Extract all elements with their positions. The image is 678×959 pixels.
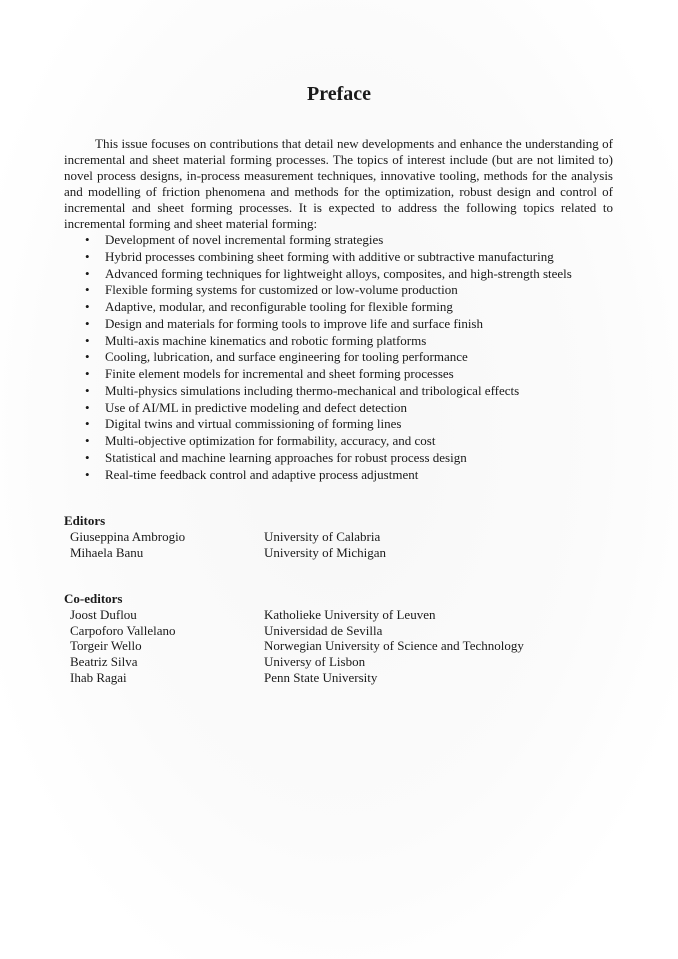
editor-affiliation: University of Calabria [264, 529, 381, 544]
topic-item: • Cooling, lubrication, and surface engineering for tooling performance [64, 349, 624, 366]
coeditor-affiliation: Penn State University [264, 669, 378, 685]
editor-affiliation: University of Michigan [264, 544, 387, 560]
editor-row [70, 529, 610, 545]
coeditor-name: Beatriz Silva [70, 654, 138, 670]
coeditor-row [70, 654, 610, 670]
topic-item: • Design and materials for forming tools to improve life and surface finish [64, 316, 624, 333]
topic-item: • Digital twins and virtual commissioning of forming lines [64, 416, 624, 433]
coeditor-name: Carpoforo Vallelano [70, 622, 176, 638]
topic-item: • Multi-axis machine kinematics and robotic forming platforms [64, 333, 624, 350]
coeditor-affiliation: Universidad de Sevilla [264, 622, 383, 638]
coeditor-affiliation: Norwegian University of Science and Technology [264, 638, 524, 654]
topic-item: • Hybrid processes combining sheet forming with additive or subtractive manufacturing [64, 249, 624, 266]
editor-name: Mihaela Banu [70, 544, 144, 560]
topics-list [64, 232, 624, 483]
topic-item: • Multi-physics simulations including thermo-mechanical and tribological effects [64, 383, 624, 400]
coeditor-name: Torgeir Wello [70, 638, 142, 654]
topic-item: • Advanced forming techniques for lightweight alloys, composites, and high-strength steels [64, 266, 624, 283]
coeditor-row [70, 607, 610, 623]
coeditors-heading: Co-editors [64, 591, 123, 606]
coeditor-name: Ihab Ragai [70, 669, 127, 685]
topic-item: • Finite element models for incremental and sheet forming processes [64, 366, 624, 383]
editors-list [70, 529, 610, 560]
page-title: Preface [306, 83, 372, 105]
intro-paragraph: This issue focuses on contributions that detail new developments and enhance the understanding of incremental and sheet material forming processes. The topics of interest include (but are not limited to) novel process designs, in-process measurement techniques, innovative tooling, methods for the analysis and modelling of friction phenomena and methods for the optimization, robust design and control of incremental and sheet forming processes. It is expected to address the following topics related to incremental forming and sheet material forming: [64, 136, 613, 231]
topic-item: • Flexible forming systems for customized or low-volume production [64, 282, 624, 299]
topic-item: • Real-time feedback control and adaptive process adjustment [64, 467, 624, 484]
coeditor-affiliation: Universy of Lisbon [264, 654, 366, 670]
coeditors-list [70, 607, 610, 686]
coeditor-affiliation: Katholieke University of Leuven [264, 607, 436, 622]
editor-name: Giuseppina Ambrogio [70, 529, 186, 544]
editors-heading: Editors [64, 513, 106, 528]
coeditor-row [70, 670, 610, 686]
coeditor-row [70, 638, 610, 654]
topic-item: • Statistical and machine learning approaches for robust process design [64, 450, 624, 467]
coeditor-name: Joost Duflou [70, 607, 137, 622]
topic-item: • Use of AI/ML in predictive modeling and defect detection [64, 400, 624, 417]
coeditor-row [70, 623, 610, 639]
editor-row [70, 545, 610, 561]
topic-item: • Adaptive, modular, and reconfigurable tooling for flexible forming [64, 299, 624, 316]
topic-item: • Development of novel incremental forming strategies [64, 232, 624, 249]
topic-item: • Multi-objective optimization for formability, accuracy, and cost [64, 433, 624, 450]
